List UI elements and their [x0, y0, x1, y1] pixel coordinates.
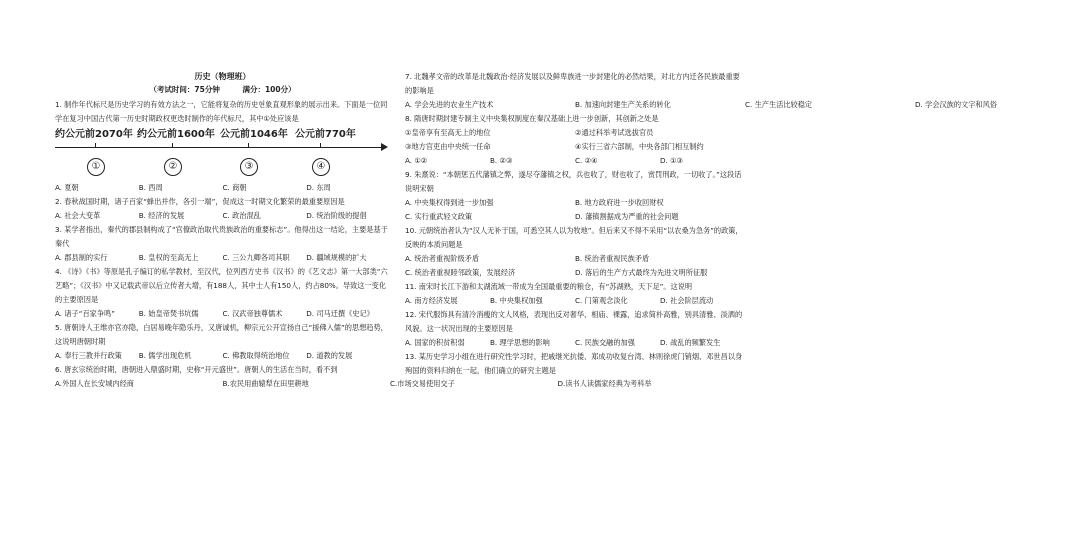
question-stem: 5. 唐朝诗人王维亦官亦隐，白居易晚年隐乐丹，又唐诚机，柳宗元公开宣扬自己“援佛入儒”的思想趋势，这说明唐朝时期 — [55, 323, 388, 346]
answer-option[interactable]: ②通过科举考试选拔官员 — [575, 128, 654, 137]
answer-option[interactable]: C. ②④ — [575, 156, 598, 165]
question — [405, 70, 997, 112]
question — [55, 223, 390, 265]
timeline-label: 约公元前1600年 — [137, 129, 215, 140]
question — [55, 265, 390, 321]
answer-options — [405, 196, 745, 210]
timeline-marker: ④ — [312, 158, 330, 176]
question-1 — [55, 98, 390, 126]
answer-option[interactable]: B. 皇权的至高无上 — [138, 253, 199, 262]
answer-option[interactable]: ①皇帝享有至高无上的地位 — [405, 128, 491, 137]
answer-options — [55, 307, 390, 321]
exam-time: （考试时间：75分钟 — [149, 85, 220, 94]
answer-options — [55, 349, 390, 363]
question-stem: 7. 北魏孝文帝的改革是北魏政治·经济发展以及鲜卑族进一步封建化的必然结果，对北方内迁各民族最重要的影响是 — [405, 72, 740, 95]
right-column — [405, 70, 997, 378]
timeline-marker: ② — [164, 158, 182, 176]
answer-option[interactable]: D. ①③ — [660, 156, 683, 165]
answer-option[interactable]: ③地方官吏由中央统一任命 — [405, 142, 491, 151]
answer-options — [405, 210, 745, 224]
answer-option[interactable]: A. 统治者重视阶级矛盾 — [405, 254, 480, 263]
answer-option[interactable]: C. 生产生活比较稳定 — [745, 100, 813, 109]
timeline-tick — [248, 143, 249, 148]
question — [405, 210, 745, 224]
answer-option[interactable]: B. 西周 — [138, 183, 163, 192]
answer-option[interactable]: D. 社会阶层流动 — [660, 296, 714, 305]
question-stem: 6. 唐玄宗统治时期，唐朝进入鼎盛时期，史称“开元盛世”。唐朝人的生活在当时，看不到 — [55, 365, 338, 374]
answer-option[interactable]: A. 中央集权得到进一步加强 — [405, 198, 494, 207]
answer-options — [405, 266, 745, 280]
timeline-tick — [95, 143, 96, 148]
timeline-axis — [55, 147, 383, 148]
question — [405, 168, 745, 210]
answer-option[interactable]: C. 佛教取得统治地位 — [222, 351, 290, 360]
question-stem: 13. 某历史学习小组在进行研究性学习时，把戚继光抗倭、郑成功收复台湾、林则徐虎门销烟、邓世昌以身殉国的资料归纳在一起，他们确立的研究主题是 — [405, 352, 743, 375]
answer-option[interactable]: C. 门第观念淡化 — [575, 296, 628, 305]
timeline-label: 约公元前2070年 — [55, 129, 133, 140]
answer-options — [405, 294, 745, 308]
timeline — [55, 128, 390, 178]
question — [55, 195, 390, 223]
answer-option[interactable]: A. 社会大变革 — [55, 211, 101, 220]
question — [405, 140, 745, 154]
answer-option[interactable]: B. 经济的发展 — [138, 211, 185, 220]
question — [405, 112, 745, 140]
answer-option[interactable]: A. 诸子“百家争鸣” — [55, 309, 115, 318]
questions-list-right — [405, 70, 997, 378]
answer-options — [405, 252, 745, 266]
answer-option[interactable]: B.农民用曲辕犁在田里耕地 — [222, 379, 309, 388]
answer-options — [55, 181, 390, 195]
answer-option[interactable]: B. 儒学出现危机 — [138, 351, 192, 360]
answer-option[interactable]: B. 地方政府进一步收回财权 — [575, 198, 664, 207]
timeline-label: 公元前770年 — [295, 129, 356, 140]
answer-option[interactable]: D. 东周 — [306, 183, 331, 192]
answer-option[interactable]: D. 司马迁撰《史记》 — [306, 309, 374, 318]
question — [405, 308, 745, 350]
timeline-tick — [320, 143, 321, 148]
answer-option[interactable]: A. 夏朝 — [55, 183, 79, 192]
timeline-label: 公元前1046年 — [220, 129, 288, 140]
answer-option[interactable]: D. 落后的生产方式最终为先进文明所征服 — [575, 268, 708, 277]
answer-option[interactable]: D. 藩镇割据成为严重的社会问题 — [575, 212, 679, 221]
answer-option[interactable]: C. 实行重武轻文政策 — [405, 212, 473, 221]
question-stem: 3. 某学者指出，秦代的郡县制构成了“官僚政治取代贵族政治的重要标志”。他得出这一结论，主要是基于秦代 — [55, 225, 388, 248]
question — [405, 266, 745, 280]
answer-options — [55, 251, 390, 265]
question — [405, 280, 745, 308]
answer-option[interactable]: A. 南方经济发展 — [405, 296, 458, 305]
timeline-marker: ① — [87, 158, 105, 176]
timeline-marker: ③ — [240, 158, 258, 176]
question-stem: 4. 《诗》《书》等原是孔子编订的私学教材，至汉代，位列西方史书《汉书》的《艺文志》第一大部类“六艺略”；《汉书》中又记载武帝以后立传者大增，有188人，其中士人有150人，约占80%。导致这一变化的主要原因是 — [55, 267, 388, 304]
answer-option[interactable]: B. 始皇帝焚书坑儒 — [138, 309, 199, 318]
answer-option[interactable]: C. 统治者重视睦邻政策，发展经济 — [405, 268, 516, 277]
answer-options — [55, 209, 390, 223]
answer-option[interactable]: A. 学会先进的农业生产技术 — [405, 100, 494, 109]
answer-option[interactable]: D. 学会汉族的文字和风俗 — [915, 100, 997, 109]
question-stem: 8. 隋唐时期封建专制主义中央集权制度在秦汉基础上进一步创新，其创新之处是 — [405, 114, 659, 123]
question — [405, 224, 745, 266]
answer-option[interactable]: C. 民族交融的加强 — [575, 338, 635, 347]
question — [55, 363, 652, 391]
answer-option[interactable]: A. 郡县制的实行 — [55, 253, 108, 262]
timeline-arrow-icon — [381, 143, 388, 151]
answer-options — [405, 126, 745, 140]
answer-options — [405, 98, 997, 112]
answer-option[interactable]: B. 理学思想的影响 — [490, 338, 550, 347]
answer-options — [405, 336, 745, 350]
answer-options — [55, 377, 652, 391]
answer-option[interactable]: B. 中央集权加强 — [490, 296, 543, 305]
answer-option[interactable]: A. 奉行三教并行政策 — [55, 351, 122, 360]
answer-option[interactable]: D. 道教的发展 — [306, 351, 353, 360]
answer-option[interactable]: C. 商朝 — [222, 183, 247, 192]
question-stem: 12. 宋代服饰具有清冷消瘦的文人风格，表现出反对奢华、相庙、裸露，追求简朴高雅，别具清雅、淡洒的风貌。这一状况出现的主要原因是 — [405, 310, 743, 333]
answer-option[interactable]: C. 三公九卿各司其职 — [222, 253, 290, 262]
answer-option[interactable]: A. ①② — [405, 156, 428, 165]
question-stem: 10. 元朝统治者认为“汉人无补于国，可悉空其人以为牧地”。但后来又不得不采用“以农桑为急务”的政策，反映的本质问题是 — [405, 226, 743, 249]
answer-option[interactable]: C.市场交易使用交子 — [390, 379, 455, 388]
question — [55, 321, 390, 363]
answer-option[interactable]: B. 统治者重视民族矛盾 — [575, 254, 650, 263]
answer-option[interactable]: D.读书人读儒家经典为考科举 — [557, 379, 652, 388]
answer-options — [405, 140, 745, 154]
question-stem: 2. 春秋战国时期，诸子百家“蜂出并作，各引一端”，促成这一时期文化繁荣的最重要原因是 — [55, 197, 345, 206]
answer-option[interactable]: ④实行三省六部制，中央各部门相互制约 — [575, 142, 704, 151]
answer-options — [405, 154, 745, 168]
timeline-tick — [172, 143, 173, 148]
answer-option[interactable]: D. 战乱的频繁发生 — [660, 338, 721, 347]
question-stem: 1. 制作年代标尺是历史学习的有效方法之一，它能将复杂的历史현象直观形象的展示出来。下面是一位同学在复习中国古代第一历史时期政权更迭时制作的年代标尺，其中①处应该是 — [55, 100, 388, 123]
answer-option[interactable]: A. 国家的积贫积弱 — [405, 338, 465, 347]
answer-option[interactable]: C. 政治混乱 — [222, 211, 261, 220]
exam-score: 满分：100分） — [242, 85, 296, 94]
question — [405, 350, 745, 378]
answer-option[interactable]: C. 汉武帝独尊儒术 — [222, 309, 283, 318]
answer-option[interactable]: D. 统治阶级的提倡 — [306, 211, 367, 220]
question — [405, 154, 745, 168]
answer-option[interactable]: B. 加速向封建生产关系的转化 — [575, 100, 671, 109]
answer-option[interactable]: D. 疆域规模的扩大 — [306, 253, 367, 262]
answer-option[interactable]: B. ②③ — [490, 156, 513, 165]
exam-title: 历史（物理班） — [194, 72, 251, 81]
question-stem: 9. 朱熹说：“本朝惩五代藩镇之弊，遂尽夺藩镇之权，兵也收了，财也收了，赏罚刑政，一切收了。”这段话说明宋朝 — [405, 170, 742, 193]
question-stem: 11. 南宋时长江下游和太湖流域一带成为全国最重要的粮仓，有“苏湖熟，天下足”。这说明 — [405, 282, 693, 291]
answer-option[interactable]: A.外国人在长安城内经商 — [55, 379, 134, 388]
exam-subtitle — [55, 83, 390, 96]
